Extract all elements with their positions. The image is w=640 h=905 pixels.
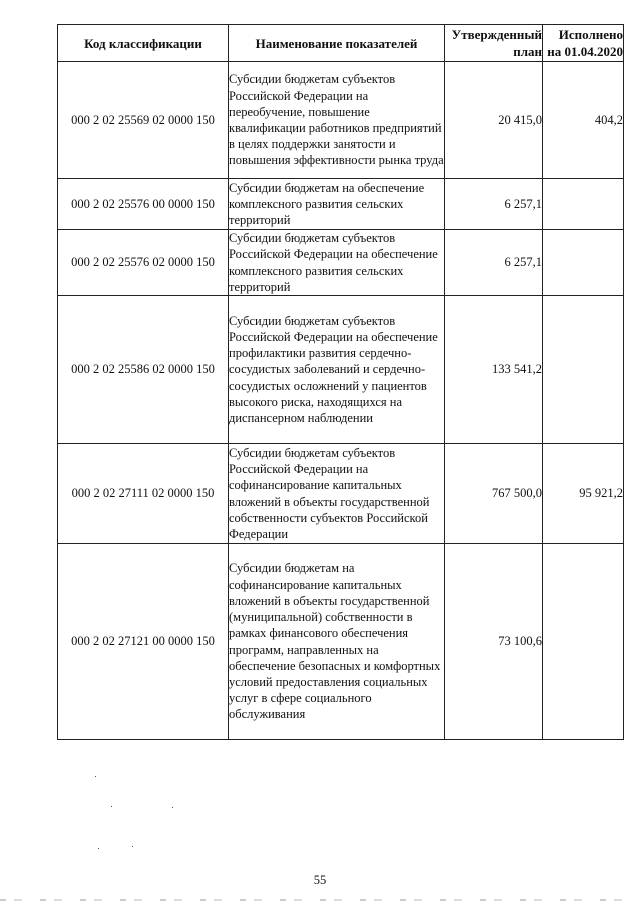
table-row [58,179,624,230]
row-code: 000 2 02 27111 02 0000 150 [58,444,229,544]
row-done [543,230,624,296]
table-row [58,62,624,179]
table-row [58,544,624,740]
table-header-row [58,25,624,62]
row-done [543,296,624,444]
row-done: 404,2 [543,62,624,179]
row-name: Субсидии бюджетам на софинансирование капитальных вложений в объекты государственной (муниципальной) собственности в рамках финансового обеспечения программ, направленных на обеспечение безопасных и комфортных условий предоставления социальных услуг в сфере социального обслуживания [229,544,445,740]
header-done: Исполнено на 01.04.2020 [543,25,624,62]
header-code: Код классификации [58,25,229,62]
table-row [58,230,624,296]
table-row [58,296,624,444]
page-number: 55 [313,873,327,887]
row-plan: 133 541,2 [445,296,543,444]
row-done: 95 921,2 [543,444,624,544]
row-done [543,544,624,740]
table-row [58,444,624,544]
row-plan: 6 257,1 [445,179,543,230]
header-plan: Утвержденный план [445,25,543,62]
header-name: Наименование показателей [229,25,445,62]
row-code: 000 2 02 25576 00 0000 150 [58,179,229,230]
scan-speck [111,806,112,807]
row-name: Субсидии бюджетам на обеспечение комплексного развития сельских территорий [229,179,445,230]
row-plan: 73 100,6 [445,544,543,740]
row-done [543,179,624,230]
scan-edge-artifact [0,899,640,901]
row-name: Субсидии бюджетам субъектов Российской Федерации на софинансирование капитальных вложений в объекты государственной собственности субъектов Российской Федерации [229,444,445,544]
budget-table [57,24,624,740]
row-name: Субсидии бюджетам субъектов Российской Федерации на переобучение, повышение квалификации работников предприятий в целях поддержки занятости и повышения эффективности рынка труда [229,62,445,179]
row-name: Субсидии бюджетам субъектов Российской Федерации на обеспечение профилактики развития сердечно-сосудистых заболеваний и сердечно-сосудистых осложнений у пациентов высокого риска, находящихся на диспансерном наблюдении [229,296,445,444]
row-code: 000 2 02 25569 02 0000 150 [58,62,229,179]
scan-speck [95,776,96,777]
row-plan: 6 257,1 [445,230,543,296]
row-plan: 767 500,0 [445,444,543,544]
row-code: 000 2 02 25576 02 0000 150 [58,230,229,296]
row-plan: 20 415,0 [445,62,543,179]
scan-speck [172,807,173,808]
row-code: 000 2 02 27121 00 0000 150 [58,544,229,740]
row-name: Субсидии бюджетам субъектов Российской Федерации на обеспечение комплексного развития сельских территорий [229,230,445,296]
row-code: 000 2 02 25586 02 0000 150 [58,296,229,444]
scan-speck [132,846,133,847]
scan-speck [98,848,99,849]
